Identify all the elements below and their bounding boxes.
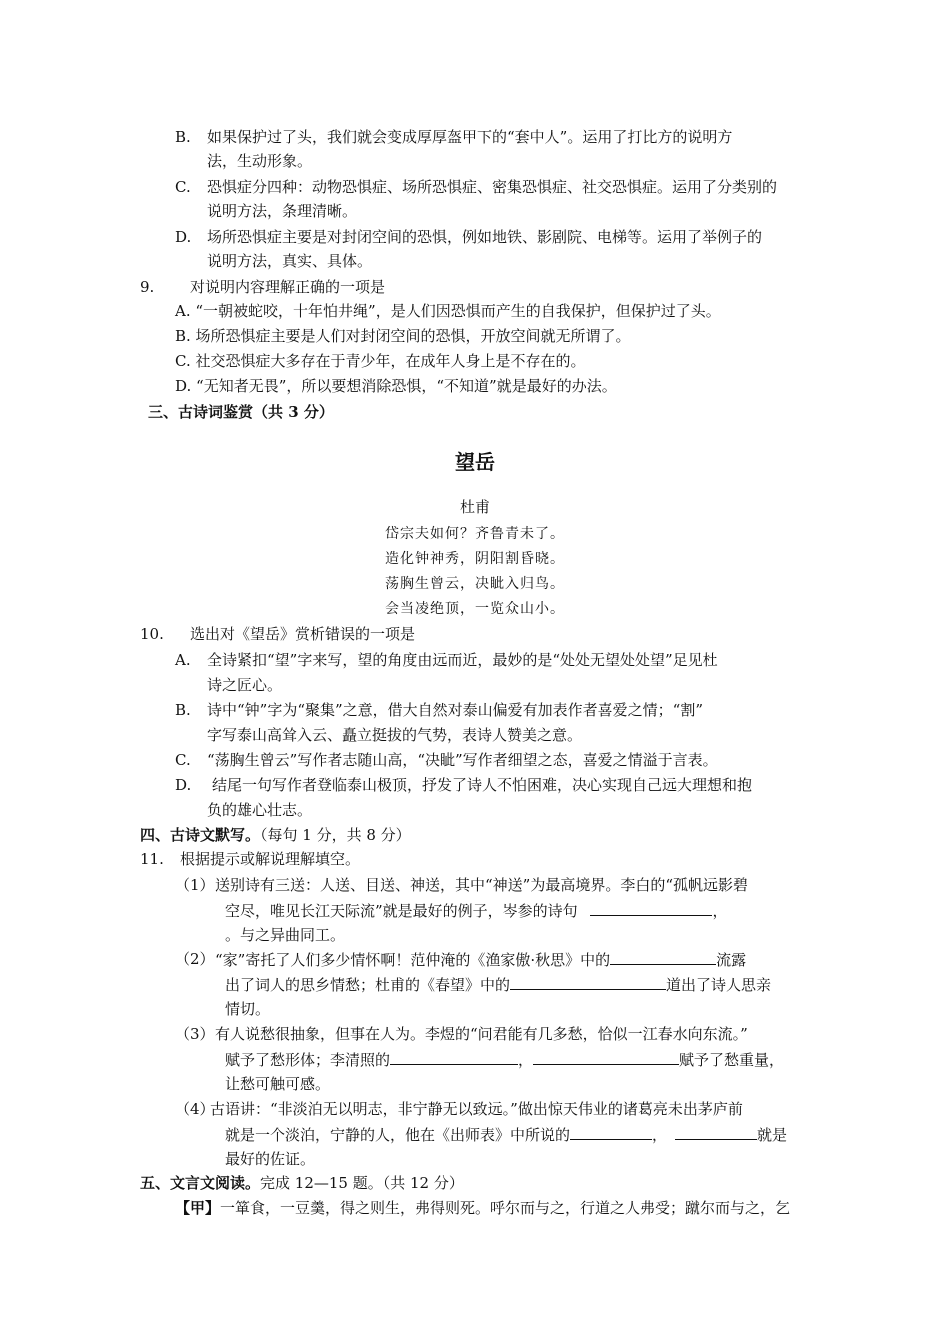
q10-option-d-label: D. [175,776,192,794]
q8-option-c-line1: 恐惧症分四种：动物恐惧症、场所恐惧症、密集恐惧症、社交恐惧症。运用了分类别的 [207,178,778,196]
poem-author: 杜甫 [459,498,490,516]
q11-part3-blank-1[interactable] [390,1048,518,1065]
q11-number: 11. [140,850,164,868]
passage-jia [175,1197,790,1219]
q11-part2-line1 [215,948,746,971]
q11-part1-text-a: 空尽，唯见长江天际流”就是最好的例子，岑参的诗句 [225,902,578,920]
q11-part4-text-a: 就是一个淡泊，宁静的人，他在《出师表》中所说的 [225,1126,571,1144]
poem-title: 望岳 [455,450,495,474]
q11-part3-blank-2[interactable] [533,1048,679,1065]
q11-part3-label: （3） [175,1025,215,1043]
q11-part2-line2 [225,973,771,996]
q11-part1-text-b: ， [712,902,728,920]
poem-line-1: 岱宗夫如何？齐鲁青未了。 [385,526,565,542]
q9-option-d: D. “无知者无畏”，所以要想消除恐惧，“不知道”就是最好的办法。 [175,377,617,395]
section-5-title: 五、文言文阅读。 [140,1174,261,1192]
section-4-title: 四、古诗文默写。 [140,826,261,844]
q8-option-d-line2: 说明方法，真实、具体。 [207,252,373,270]
q10-option-a-label: A. [175,651,191,669]
q11-part3-line1: 有人说愁很抽象，但事在人为。李煜的“问君能有几多愁，恰似一江春水向东流。” [215,1025,748,1043]
q10-option-b-label: B. [175,701,191,719]
q9-stem: 对说明内容理解正确的一项是 [190,278,386,296]
q11-part2-text-a: “家”寄托了人们多少情怀啊！范仲淹的《渔家傲·秋思》中的 [215,951,611,969]
q11-part3-text-b: ， [518,1051,534,1069]
q10-option-c-label: C. [175,751,191,769]
q11-part1-line1: 送别诗有三送：人送、目送、神送，其中“神送”为最高境界。李白的“孤帆远影碧 [215,876,749,894]
passage-jia-label: 【甲】 [175,1199,221,1217]
q8-option-c-label: C. [175,178,191,196]
q8-option-b-line2: 法，生动形象。 [207,152,313,170]
q11-part4-text-c: 就是 [757,1126,788,1144]
poem-line-3: 荡胸生曾云，决眦入归鸟。 [385,576,565,592]
q11-part1-line2 [225,899,727,922]
q11-part3-line3: 让愁可触可感。 [225,1075,331,1093]
q11-part3-line2 [225,1048,784,1071]
q10-option-a-line2: 诗之匠心。 [207,676,283,694]
q11-part4-line3: 最好的佐证。 [225,1150,316,1168]
q11-part2-text-c: 出了词人的思乡情愁；杜甫的《春望》中的 [225,976,511,994]
q11-part1-label: （1） [175,876,215,894]
q10-option-d-line1: 结尾一句写作者登临泰山极顶，抒发了诗人不怕困难，决心实现自己远大理想和抱 [212,776,753,794]
q11-part3-text-c: 赋予了愁重量， [679,1051,785,1069]
q11-part2-line3: 情切。 [225,1000,271,1018]
q10-option-b-line1: 诗中“钟”字为“聚集”之意，借大自然对泰山偏爱有加表作者喜爱之情；“割” [207,701,704,719]
q11-part4-blank-2[interactable] [675,1123,757,1140]
q10-stem: 选出对《望岳》赏析错误的一项是 [190,625,416,643]
q11-part2-text-b: 流露 [716,951,747,969]
q11-part4-line2 [225,1123,787,1146]
q11-part1-blank-1[interactable] [590,899,712,916]
q11-part4-blank-1[interactable] [570,1123,652,1140]
q11-part3-text-a: 赋予了愁形体；李清照的 [225,1051,391,1069]
q11-part4-label: （4） [175,1100,215,1118]
q11-part2-label: （2） [175,950,215,968]
q10-option-c-line1: “荡胸生曾云”写作者志随山高，“决眦”写作者细望之态，喜爱之情溢于言表。 [207,751,718,769]
poem-line-4: 会当凌绝顶，一览众山小。 [385,601,565,617]
section-4-heading [140,824,411,846]
q11-part4-line1: 古语讲：“非淡泊无以明志，非宁静无以致远。”做出惊天伟业的诸葛亮未出茅庐前 [210,1100,743,1118]
q11-part2-text-d: 道出了诗人思亲 [666,976,772,994]
q8-option-b-label: B. [175,128,191,146]
q8-option-d-line1: 场所恐惧症主要是对封闭空间的恐惧，例如地铁、影剧院、电梯等。运用了举例子的 [207,228,763,246]
q8-option-d-label: D. [175,228,192,246]
q11-part4-text-b: ， [652,1126,668,1144]
poem-line-2: 造化钟神秀，阴阳割昏晓。 [385,551,565,567]
q9-number: 9. [140,278,155,296]
q11-part1-line3: 。与之异曲同工。 [225,926,346,944]
passage-jia-text: 一箪食，一豆羹，得之则生，弗得则死。呼尔而与之，行道之人弗受；蹴尔而与之，乞 [220,1199,791,1217]
q8-option-b-line1: 如果保护过了头，我们就会变成厚厚盔甲下的“套中人”。运用了打比方的说明方 [207,128,733,146]
q10-option-b-line2: 字写泰山高耸入云、矗立挺拔的气势，表诗人赞美之意。 [207,726,583,744]
q11-stem: 根据提示或解说理解填空。 [180,850,361,868]
section-5-note: 完成 12—15 题。（共 12 分） [260,1174,464,1192]
q9-option-b: B. 场所恐惧症主要是人们对封闭空间的恐惧，开放空间就无所谓了。 [175,327,631,345]
q10-number: 10. [140,625,164,643]
q11-part2-blank-2[interactable] [510,973,666,990]
section-3-heading: 三、古诗词鉴赏（共 3 分） [148,403,334,421]
q9-option-c: C. 社交恐惧症大多存在于青少年，在成年人身上是不存在的。 [175,352,586,370]
q10-option-a-line1: 全诗紧扣“望”字来写，望的角度由远而近，最妙的是“处处无望处处望”足见杜 [207,651,718,669]
section-4-note: （每句 1 分，共 8 分） [260,826,411,844]
q11-part2-blank-1[interactable] [610,948,716,965]
section-5-heading [140,1172,464,1194]
q9-option-a: A. “一朝被蛇咬，十年怕井绳”，是人们因恐惧而产生的自我保护，但保护过了头。 [175,302,721,320]
q8-option-c-line2: 说明方法，条理清晰。 [207,202,358,220]
q10-option-d-line2: 负的雄心壮志。 [207,801,313,819]
